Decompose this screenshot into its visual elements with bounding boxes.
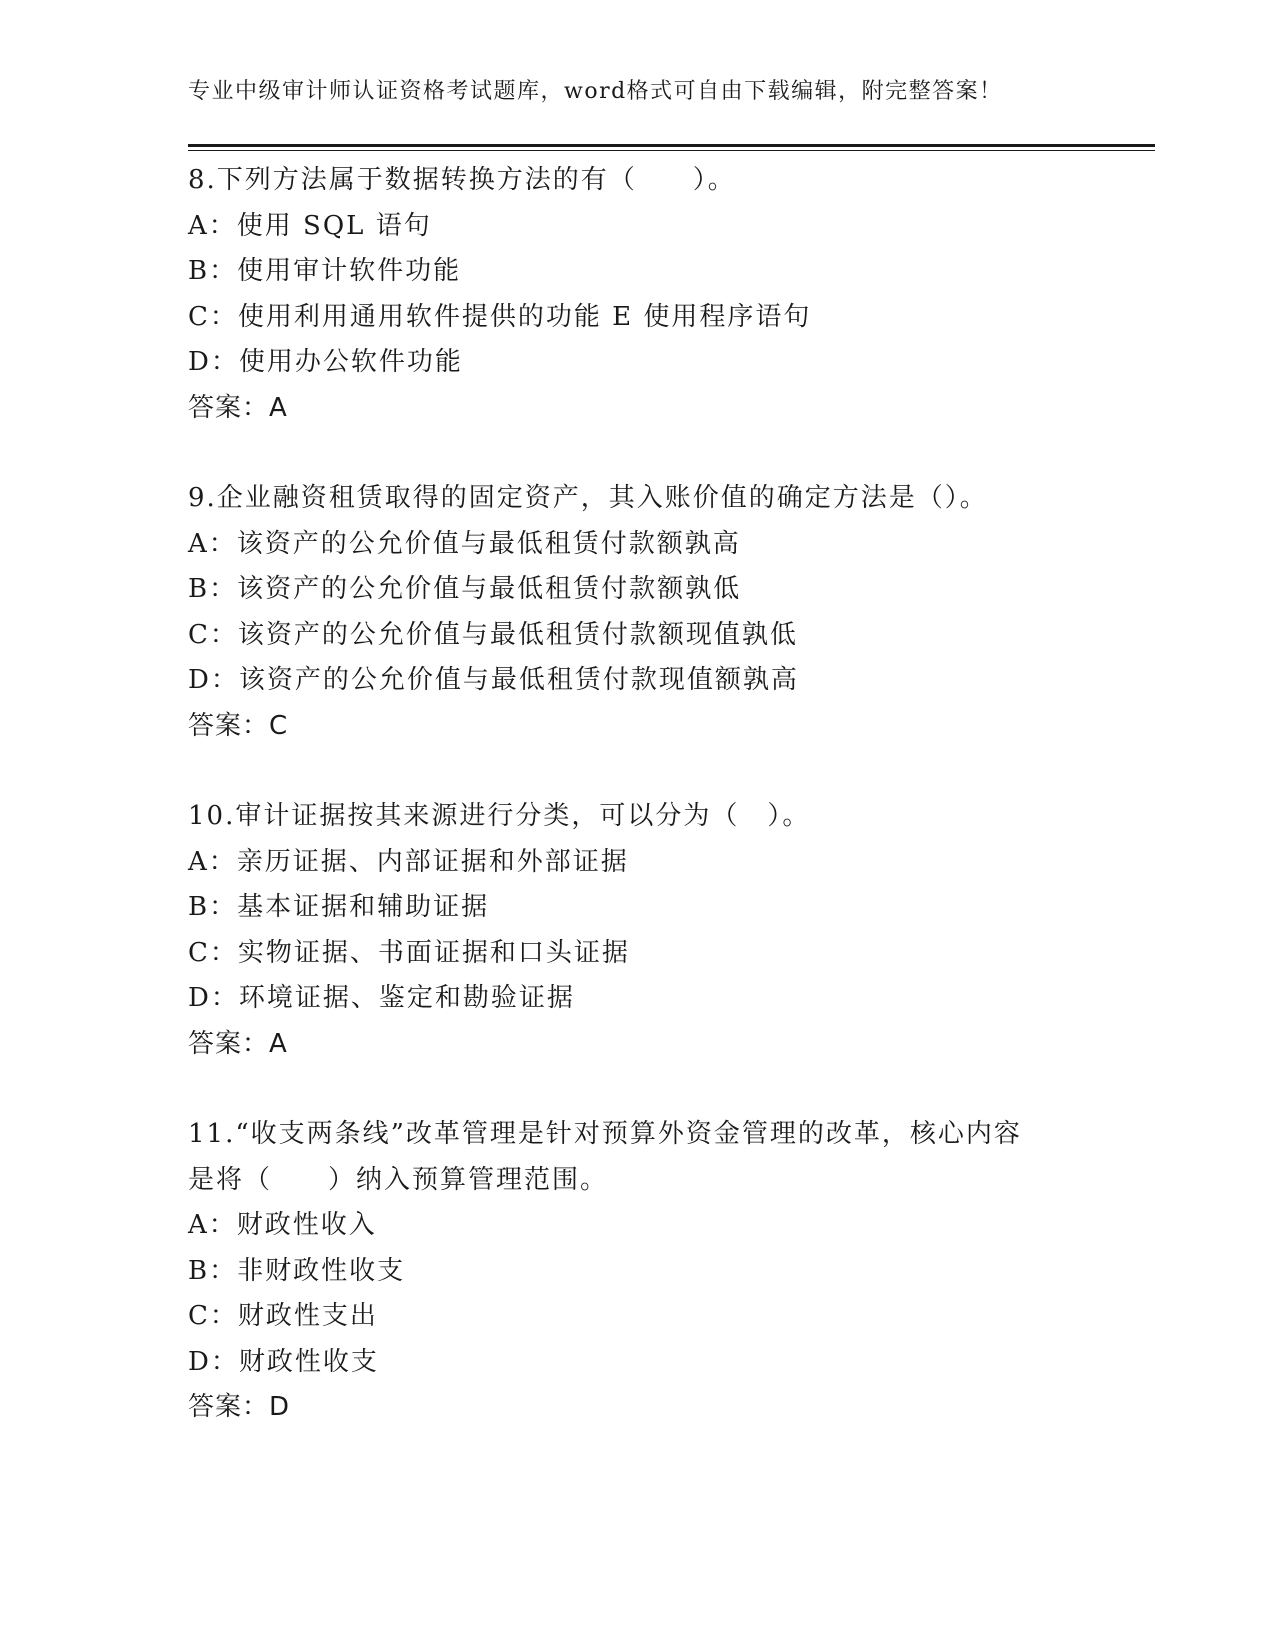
question-stem-line-1: 11.“收支两条线”改革管理是针对预算外资金管理的改革，核心内容 [188,1119,1022,1149]
question-stem: 10.审计证据按其来源进行分类，可以分为（ ）。 [188,801,811,831]
option-c: C：该资产的公允价值与最低租赁付款额现值孰低 [188,619,798,650]
option-b: B：非财政性收支 [188,1255,406,1286]
option-d: D：该资产的公允价值与最低租赁付款现值额孰高 [188,665,799,695]
option-c: C：使用利用通用软件提供的功能 E 使用程序语句 [188,301,812,332]
question-stem: 8.下列方法属于数据转换方法的有（ ）。 [188,165,736,195]
option-b: B：该资产的公允价值与最低租赁付款额孰低 [188,574,742,604]
option-c: C：实物证据、书面证据和口头证据 [188,937,630,968]
option-b: B：基本证据和辅助证据 [188,892,490,922]
option-d: D：环境证据、鉴定和勘验证据 [188,983,575,1013]
answer: 答案：A [188,392,288,423]
answer: 答案：C [188,710,289,741]
option-a: A：财政性收入 [188,1210,377,1240]
header-rule-thin [188,150,1155,151]
question-9 [188,476,1088,749]
option-a: A：使用 SQL 语句 [188,210,432,241]
question-10 [188,794,1088,1067]
question-stem-line-2: 是将（ ）纳入预算管理范围。 [188,1164,609,1195]
option-d: D：使用办公软件功能 [188,347,463,377]
option-b: B：使用审计软件功能 [188,256,462,286]
answer: 答案：D [188,1392,291,1422]
question-8 [188,158,1088,431]
answer: 答案：A [188,1028,288,1059]
option-c: C：财政性支出 [188,1301,378,1331]
option-d: D：财政性收支 [188,1346,379,1377]
header-rule-thick [188,144,1155,147]
page-header: 专业中级审计师认证资格考试题库，word格式可自由下载编辑，附完整答案！ [188,79,1003,104]
question-list [188,158,1088,1476]
question-stem: 9.企业融资租赁取得的固定资产，其入账价值的确定方法是（）。 [188,483,988,513]
question-11 [188,1112,1088,1431]
option-a: A：亲历证据、内部证据和外部证据 [188,846,629,877]
option-a: A：该资产的公允价值与最低租赁付款额孰高 [188,528,741,559]
